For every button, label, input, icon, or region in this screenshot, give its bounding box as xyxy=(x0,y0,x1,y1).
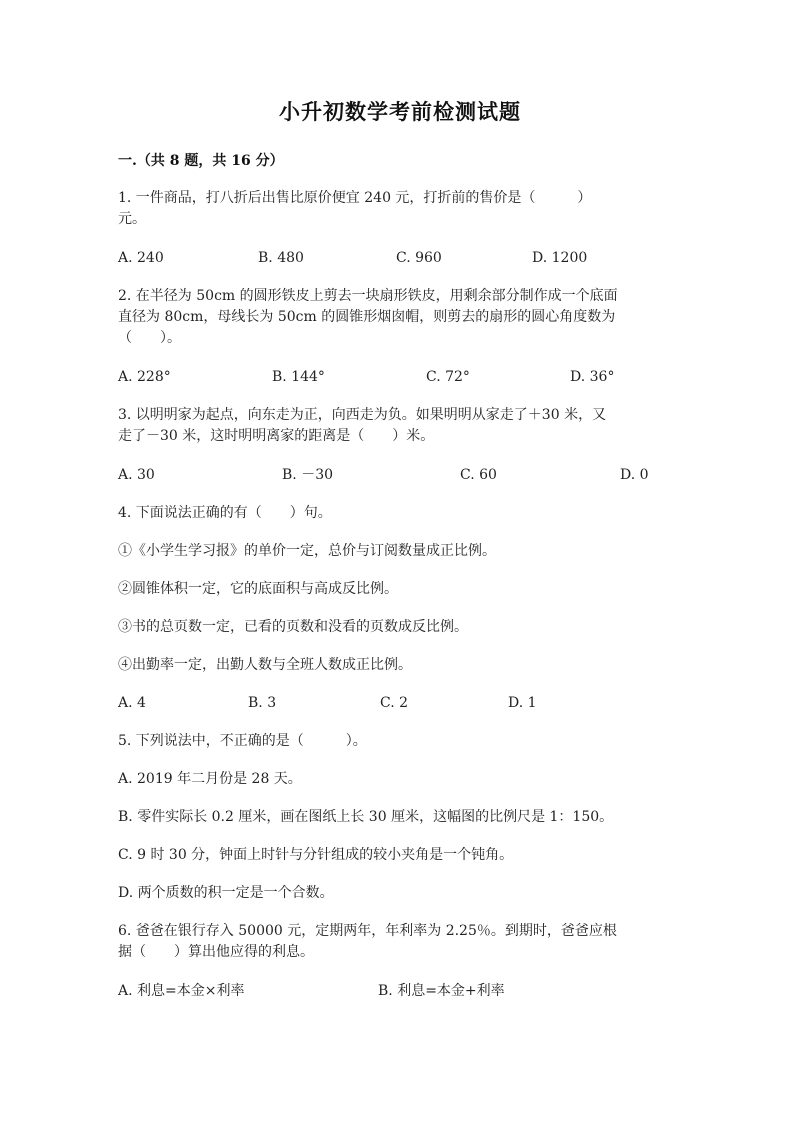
question-4-statement-4: ④出勤率一定，出勤人数与全班人数成正比例。 xyxy=(118,657,412,673)
question-1-options xyxy=(118,248,682,269)
question-3-option-c: C. 60 xyxy=(460,467,497,483)
question-4-option-b: B. 3 xyxy=(248,695,277,711)
question-4-statement-3: ③书的总页数一定，已看的页数和没看的页数成反比例。 xyxy=(118,619,468,635)
question-1-option-c: C. 960 xyxy=(396,250,442,266)
section-heading: 一.（共 8 题，共 16 分） xyxy=(118,153,284,169)
question-5-text: 5. 下列说法中，不正确的是（ ）。 xyxy=(118,733,367,749)
question-3-option-a: A. 30 xyxy=(118,467,155,483)
question-6-options xyxy=(118,981,682,1002)
question-2-option-c: C. 72° xyxy=(426,369,470,385)
question-list xyxy=(118,188,682,1019)
question-4-statement-1: ①《小学生学习报》的单价一定，总价与订阅数量成正比例。 xyxy=(118,543,496,559)
question-1-option-a: A. 240 xyxy=(118,250,164,266)
page-title: 小升初数学考前检测试题 xyxy=(279,99,521,124)
question-2-options xyxy=(118,367,682,388)
question-2-option-a: A. 228° xyxy=(118,369,171,385)
question-4-option-c: C. 2 xyxy=(380,695,409,711)
question-2-option-b: B. 144° xyxy=(272,369,325,385)
question-4-options xyxy=(118,693,682,714)
question-5-option-d: D. 两个质数的积一定是一个合数。 xyxy=(118,885,334,901)
question-3-options xyxy=(118,465,682,486)
question-6-option-b: B. 利息=本金+利率 xyxy=(378,983,505,999)
question-6-option-a: A. 利息=本金×利率 xyxy=(118,983,245,999)
question-5-option-b: B. 零件实际长 0.2 厘米，画在图纸上长 30 厘米，这幅图的比例尺是 1：150。 xyxy=(118,809,614,825)
question-6-text: 6. 爸爸在银行存入 50000 元，定期两年，年利率为 2.25％。到期时，爸爸应根 据（ ）算出他应得的利息。 xyxy=(118,923,617,960)
question-5-option-a: A. 2019 年二月份是 28 天。 xyxy=(118,771,302,787)
question-4-statement-2: ②圆锥体积一定，它的底面积与高成反比例。 xyxy=(118,581,398,597)
question-2-option-d: D. 36° xyxy=(570,369,615,385)
question-3-option-d: D. 0 xyxy=(620,467,649,483)
question-1-option-d: D. 1200 xyxy=(532,250,588,266)
question-5-option-c: C. 9 时 30 分，钟面上时针与分针组成的较小夹角是一个钝角。 xyxy=(118,847,514,863)
question-3-text: 3. 以明明家为起点，向东走为正，向西走为负。如果明明从家走了＋30 米，又 走了－30 米，这时明明离家的距离是（ ）米。 xyxy=(118,407,607,444)
question-4-text: 4. 下面说法正确的有（ ）句。 xyxy=(118,505,332,521)
question-1-option-b: B. 480 xyxy=(258,250,304,266)
question-2-text: 2. 在半径为 50cm 的圆形铁皮上剪去一块扇形铁皮，用剩余部分制作成一个底面 直径为 80cm，母线长为 50cm 的圆锥形烟囱帽，则剪去的扇形的圆心角度数为 （ ）。 xyxy=(118,288,618,346)
question-1-text: 1. 一件商品，打八折后出售比原价便宜 240 元，打折前的售价是（ ） 元。 xyxy=(118,190,592,227)
question-4-option-a: A. 4 xyxy=(118,695,146,711)
question-4-option-d: D. 1 xyxy=(508,695,537,711)
question-3-option-b: B. －30 xyxy=(282,467,334,483)
